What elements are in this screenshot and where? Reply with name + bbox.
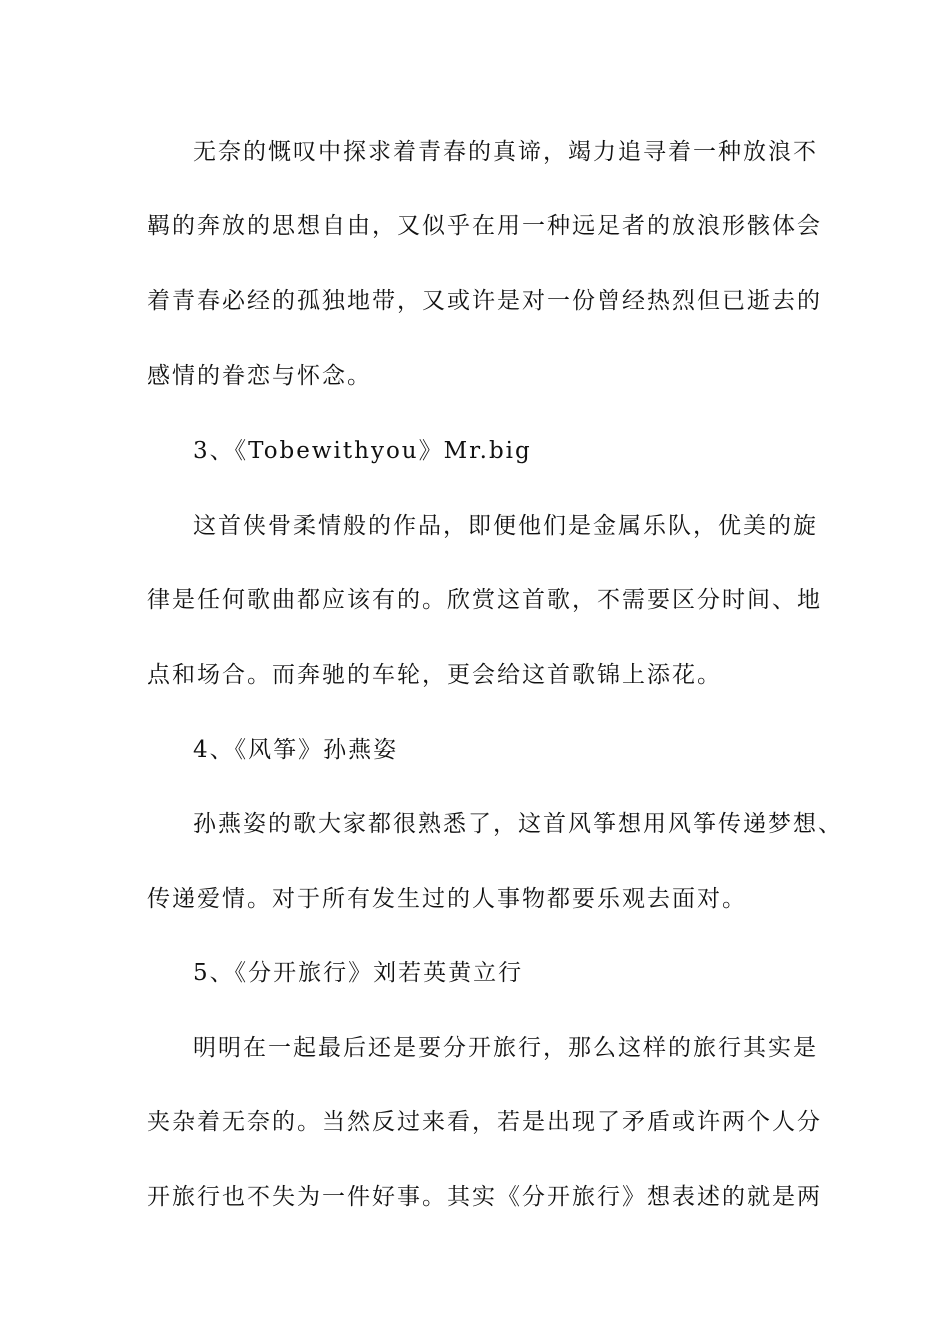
paragraph-line: 律是任何歌曲都应该有的。欣赏这首歌，不需要区分时间、地 <box>147 587 822 613</box>
paragraph-line: 点和场合。而奔驰的车轮，更会给这首歌锦上添花。 <box>147 662 722 688</box>
paragraph-line: 传递爱情。对于所有发生过的人事物都要乐观去面对。 <box>147 886 747 912</box>
paragraph-line: 这首侠骨柔情般的作品，即便他们是金属乐队，优美的旋 <box>193 513 818 539</box>
paragraph-line: 羁的奔放的思想自由，又似乎在用一种远足者的放浪形骸体会 <box>147 213 822 239</box>
song-heading-5: 5、《分开旅行》刘若英黄立行 <box>193 960 524 986</box>
paragraph-line: 开旅行也不失为一件好事。其实《分开旅行》想表述的就是两 <box>147 1184 822 1210</box>
paragraph-line: 孙燕姿的歌大家都很熟悉了，这首风筝想用风筝传递梦想、 <box>193 811 843 837</box>
paragraph-line: 着青春必经的孤独地带，又或许是对一份曾经热烈但已逝去的 <box>147 288 822 314</box>
paragraph-line: 明明在一起最后还是要分开旅行，那么这样的旅行其实是 <box>193 1035 818 1061</box>
song-heading-3: 3、《Tobewithyou》Mr.big <box>193 438 532 464</box>
paragraph-line: 夹杂着无奈的。当然反过来看，若是出现了矛盾或许两个人分 <box>147 1109 822 1135</box>
paragraph-line: 感情的眷恋与怀念。 <box>147 363 372 389</box>
paragraph-line: 无奈的慨叹中探求着青春的真谛，竭力追寻着一种放浪不 <box>193 139 818 165</box>
song-heading-4: 4、《风筝》孙燕姿 <box>193 737 399 763</box>
